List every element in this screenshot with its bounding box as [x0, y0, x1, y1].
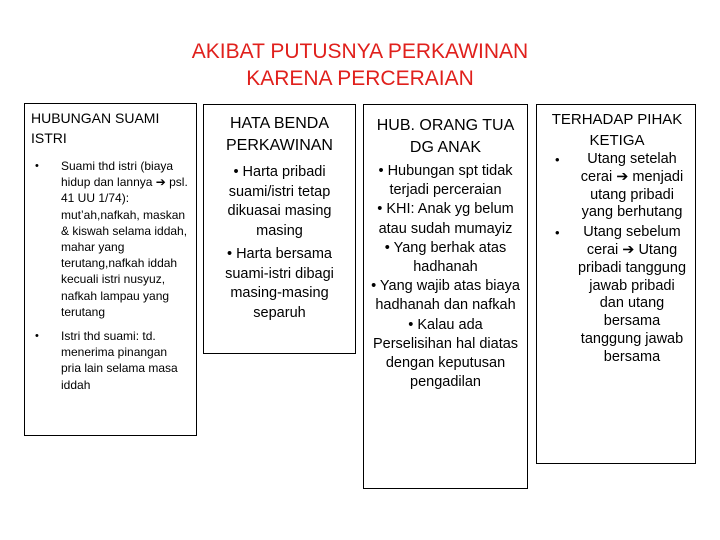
bullet-list — [210, 163, 349, 323]
box-pihak-ketiga — [536, 104, 696, 464]
list-item: • Hubungan spt tidak terjadi perceraian — [378, 163, 513, 199]
title-line-1: AKIBAT PUTUSNYA PERKAWINAN — [191, 40, 529, 63]
box-heading: HUBUNGAN SUAMI ISTRI — [31, 110, 160, 146]
bullet-list — [543, 151, 691, 367]
list-item: • Suami thd istri (biaya hidup dan lannya ➔ psl. 41 UU 1/74): mut’ah,nafkah, maskan & kiswah selama iddah, mahar yang terutang,nafkah iddah kecuali istri nusyuz, nafkah lampau yang terutang — [31, 158, 190, 320]
box-harta-benda — [203, 104, 356, 354]
box-hubungan-suami-istri — [24, 103, 197, 436]
list-item: • Yang wajib atas biaya hadhanah dan nafkah — [371, 278, 520, 314]
bullet-list — [370, 162, 521, 392]
list-item: • Yang berhak atas hadhanah — [384, 239, 507, 276]
list-item: • Utang sebelum cerai ➔ Utang pribadi tanggung jawab pribadi dan utang bersama tanggung jawab bersama — [543, 224, 691, 366]
list-item: • Harta pribadi suami/istri tetap dikuasai masing masing — [227, 164, 332, 239]
list-item: • KHI: Anak yg belum atau sudah mumayiz — [377, 201, 514, 237]
box-hub-orang-tua-anak — [363, 104, 528, 489]
page-title — [0, 38, 720, 92]
list-item: • Istri thd suami: td. menerima pinangan pria lain selama masa iddah — [31, 328, 190, 393]
list-item: • Kalau ada Perselisihan hal diatas dengan keputusan pengadilan — [372, 316, 519, 391]
box-heading: HATA BENDA PERKAWINAN — [226, 115, 333, 154]
box-heading: HUB. ORANG TUA DG ANAK — [376, 117, 515, 156]
bullet-list — [31, 158, 190, 393]
box-heading: TERHADAP PIHAK KETIGA — [551, 111, 683, 149]
title-line-2: KARENA PERCERAIAN — [246, 67, 474, 90]
list-item: • Utang setelah cerai ➔ menjadi utang pribadi yang berhutang — [543, 151, 691, 222]
list-item: • Harta bersama suami-istri dibagi masing-masing separuh — [225, 246, 334, 321]
